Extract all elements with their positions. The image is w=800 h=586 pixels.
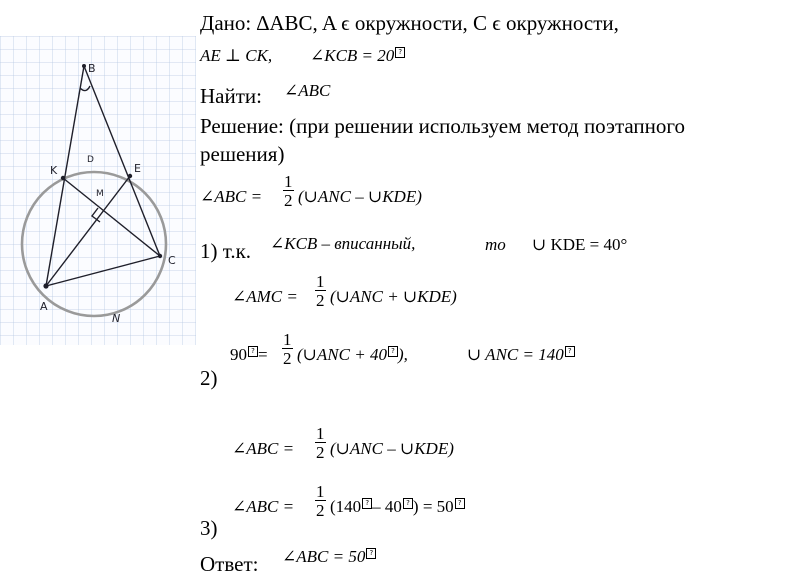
step1-clause: ∠KCB – вписанный, xyxy=(270,234,416,253)
missing-glyph-icon: ? xyxy=(403,498,413,509)
missing-glyph-icon: ? xyxy=(388,346,398,357)
step2-fraction: $\frac{1}{2}$ xyxy=(283,330,292,368)
step3-line1-fraction: $\frac{1}{2}$ xyxy=(316,424,325,462)
step2-number: 2) xyxy=(200,366,218,390)
step1-then: то xyxy=(485,235,506,254)
point-K xyxy=(61,176,65,180)
point-A xyxy=(43,283,48,288)
point-C xyxy=(158,254,162,258)
missing-glyph-icon: ? xyxy=(395,47,405,58)
missing-glyph-icon: ? xyxy=(248,346,258,357)
answer-label: Ответ: xyxy=(200,552,259,576)
given-perpendicular: AE ⊥ CK, xyxy=(200,46,273,65)
given-line: Дано: ∆ABC, A ϵ окружности, C ϵ окружности, xyxy=(200,11,619,35)
step3-number: 3) xyxy=(200,516,218,540)
given-angle: ∠KCB = 20 ? xyxy=(310,47,405,64)
main-lhs: ∠ABC = xyxy=(200,187,263,206)
label-C: C xyxy=(168,254,176,267)
step2-rhs: (∪ANC + 40 ? ), xyxy=(297,345,408,364)
step2-result: ∪ ANC = 140 ? xyxy=(467,346,575,363)
solution-heading-cont: решения) xyxy=(200,142,285,166)
answer-value: ∠ABC = 50 ? xyxy=(282,548,376,565)
solution-heading: Решение: (при решении используем метод поэтапного xyxy=(200,114,685,138)
find-label: Найти: xyxy=(200,84,262,108)
step1-result: ∪ KDE = 40° xyxy=(532,235,628,254)
missing-glyph-icon: ? xyxy=(565,346,575,357)
step3-line2-rhs: (140 ? – 40 ? ) = 50 ? xyxy=(330,498,465,515)
missing-glyph-icon: ? xyxy=(366,548,376,559)
step3-line1-lhs: ∠ABC = xyxy=(232,439,295,458)
geometry-figure xyxy=(0,36,196,345)
main-fraction: $\frac{1}{2}$ xyxy=(284,172,293,210)
step1-number: 1) т.к. xyxy=(200,239,252,263)
label-M: M xyxy=(96,189,104,199)
step3-line2-fraction: $\frac{1}{2}$ xyxy=(316,482,325,520)
missing-glyph-icon: ? xyxy=(455,498,465,509)
label-K: K xyxy=(50,164,58,177)
amc-lhs: ∠AMC = xyxy=(232,287,298,306)
find-value: ∠ABC xyxy=(284,81,331,100)
point-B xyxy=(82,64,86,68)
label-D: D xyxy=(87,155,94,165)
label-B: B xyxy=(88,62,96,75)
step3-line2-lhs: ∠ABC = xyxy=(232,497,295,516)
main-rhs: (∪ANC – ∪KDE) xyxy=(298,187,422,206)
step3-line1-rhs: (∪ANC – ∪KDE) xyxy=(330,439,454,458)
amc-fraction: $\frac{1}{2}$ xyxy=(316,272,325,310)
step2-lhs: 90 ? = xyxy=(230,345,268,364)
point-E xyxy=(128,174,132,178)
label-N: N xyxy=(112,312,121,325)
missing-glyph-icon: ? xyxy=(362,498,372,509)
label-E: E xyxy=(134,162,141,175)
label-A: A xyxy=(40,300,48,313)
amc-rhs: (∪ANC + ∪KDE) xyxy=(330,287,457,306)
